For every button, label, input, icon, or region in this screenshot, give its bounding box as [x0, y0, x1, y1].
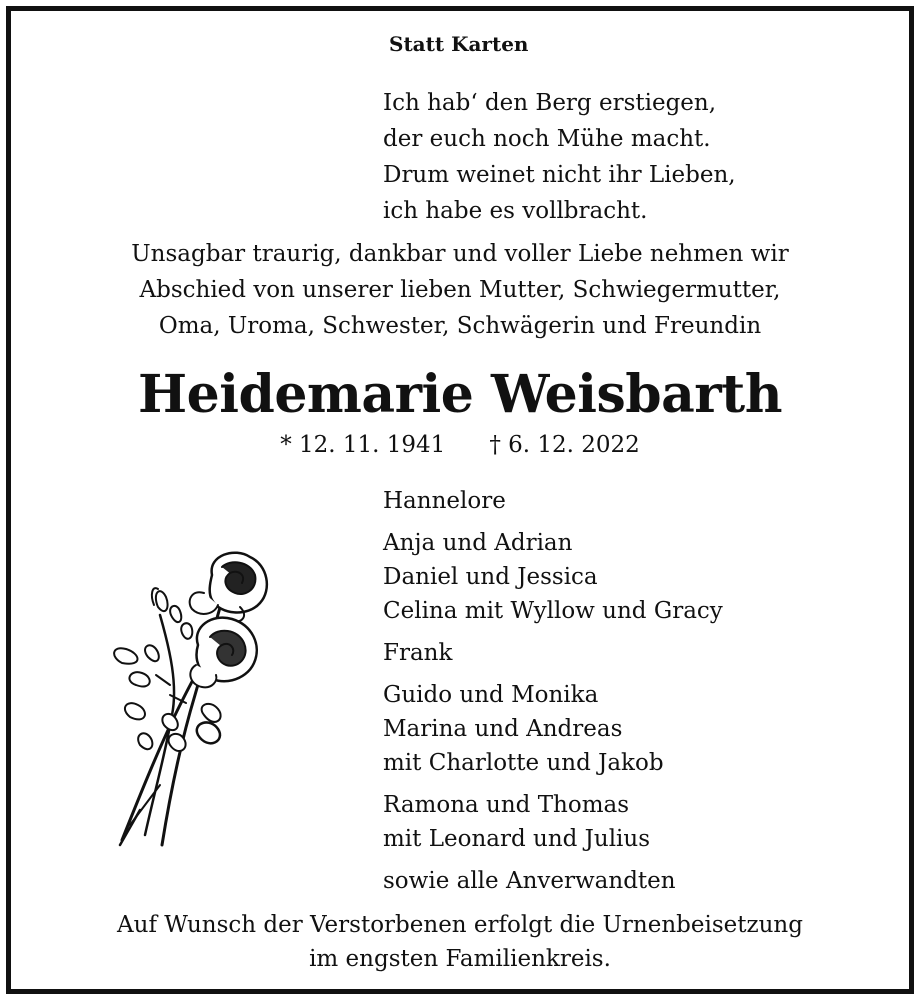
mourner-line: Marina und Andreas	[383, 716, 623, 742]
mourner-group	[383, 484, 723, 518]
intro-line: Oma, Uroma, Schwester, Schwägerin und Freundin	[158, 313, 762, 339]
birth-date: * 12. 11. 1941	[280, 432, 446, 458]
mourner-line: Guido und Monika	[383, 682, 599, 708]
death-date: † 6. 12. 2022	[489, 432, 640, 458]
mourner-group	[383, 788, 723, 856]
mourner-group	[383, 526, 723, 628]
mourner-line: Ramona und Thomas	[383, 792, 630, 818]
notice-header: Statt Karten	[389, 32, 529, 56]
mourner-line: Hannelore	[383, 488, 506, 514]
intro-line: Unsagbar traurig, dankbar und voller Liebe nehmen wir	[131, 241, 789, 267]
footer-line: im engsten Familienkreis.	[309, 946, 611, 972]
intro-line: Abschied von unserer lieben Mutter, Schwiegermutter,	[139, 277, 781, 303]
poem-line: ich habe es vollbracht.	[383, 198, 648, 224]
life-dates	[0, 428, 920, 462]
mourner-line: sowie alle Anverwandten	[383, 868, 676, 894]
mourners-list	[383, 484, 723, 906]
mourner-group	[383, 678, 723, 780]
intro-text	[0, 236, 920, 344]
footer-text	[0, 908, 920, 976]
mourner-line: mit Charlotte und Jakob	[383, 750, 664, 776]
mourner-line: Frank	[383, 640, 453, 666]
mourner-line: Celina mit Wyllow und Gracy	[383, 598, 723, 624]
mourner-line: Daniel und Jessica	[383, 564, 598, 590]
poem-line: Ich hab‘ den Berg erstiegen,	[383, 90, 717, 116]
mourner-group	[383, 864, 723, 898]
poem	[383, 85, 736, 229]
footer-line: Auf Wunsch der Verstorbenen erfolgt die Urnenbeisetzung	[117, 912, 803, 938]
rose-illustration-icon	[100, 545, 280, 850]
mourner-line: Anja und Adrian	[383, 530, 573, 556]
poem-line: der euch noch Mühe macht.	[383, 126, 711, 152]
deceased-name: Heidemarie Weisbarth	[137, 364, 782, 425]
poem-line: Drum weinet nicht ihr Lieben,	[383, 162, 736, 188]
mourner-group	[383, 636, 723, 670]
mourner-line: mit Leonard und Julius	[383, 826, 651, 852]
